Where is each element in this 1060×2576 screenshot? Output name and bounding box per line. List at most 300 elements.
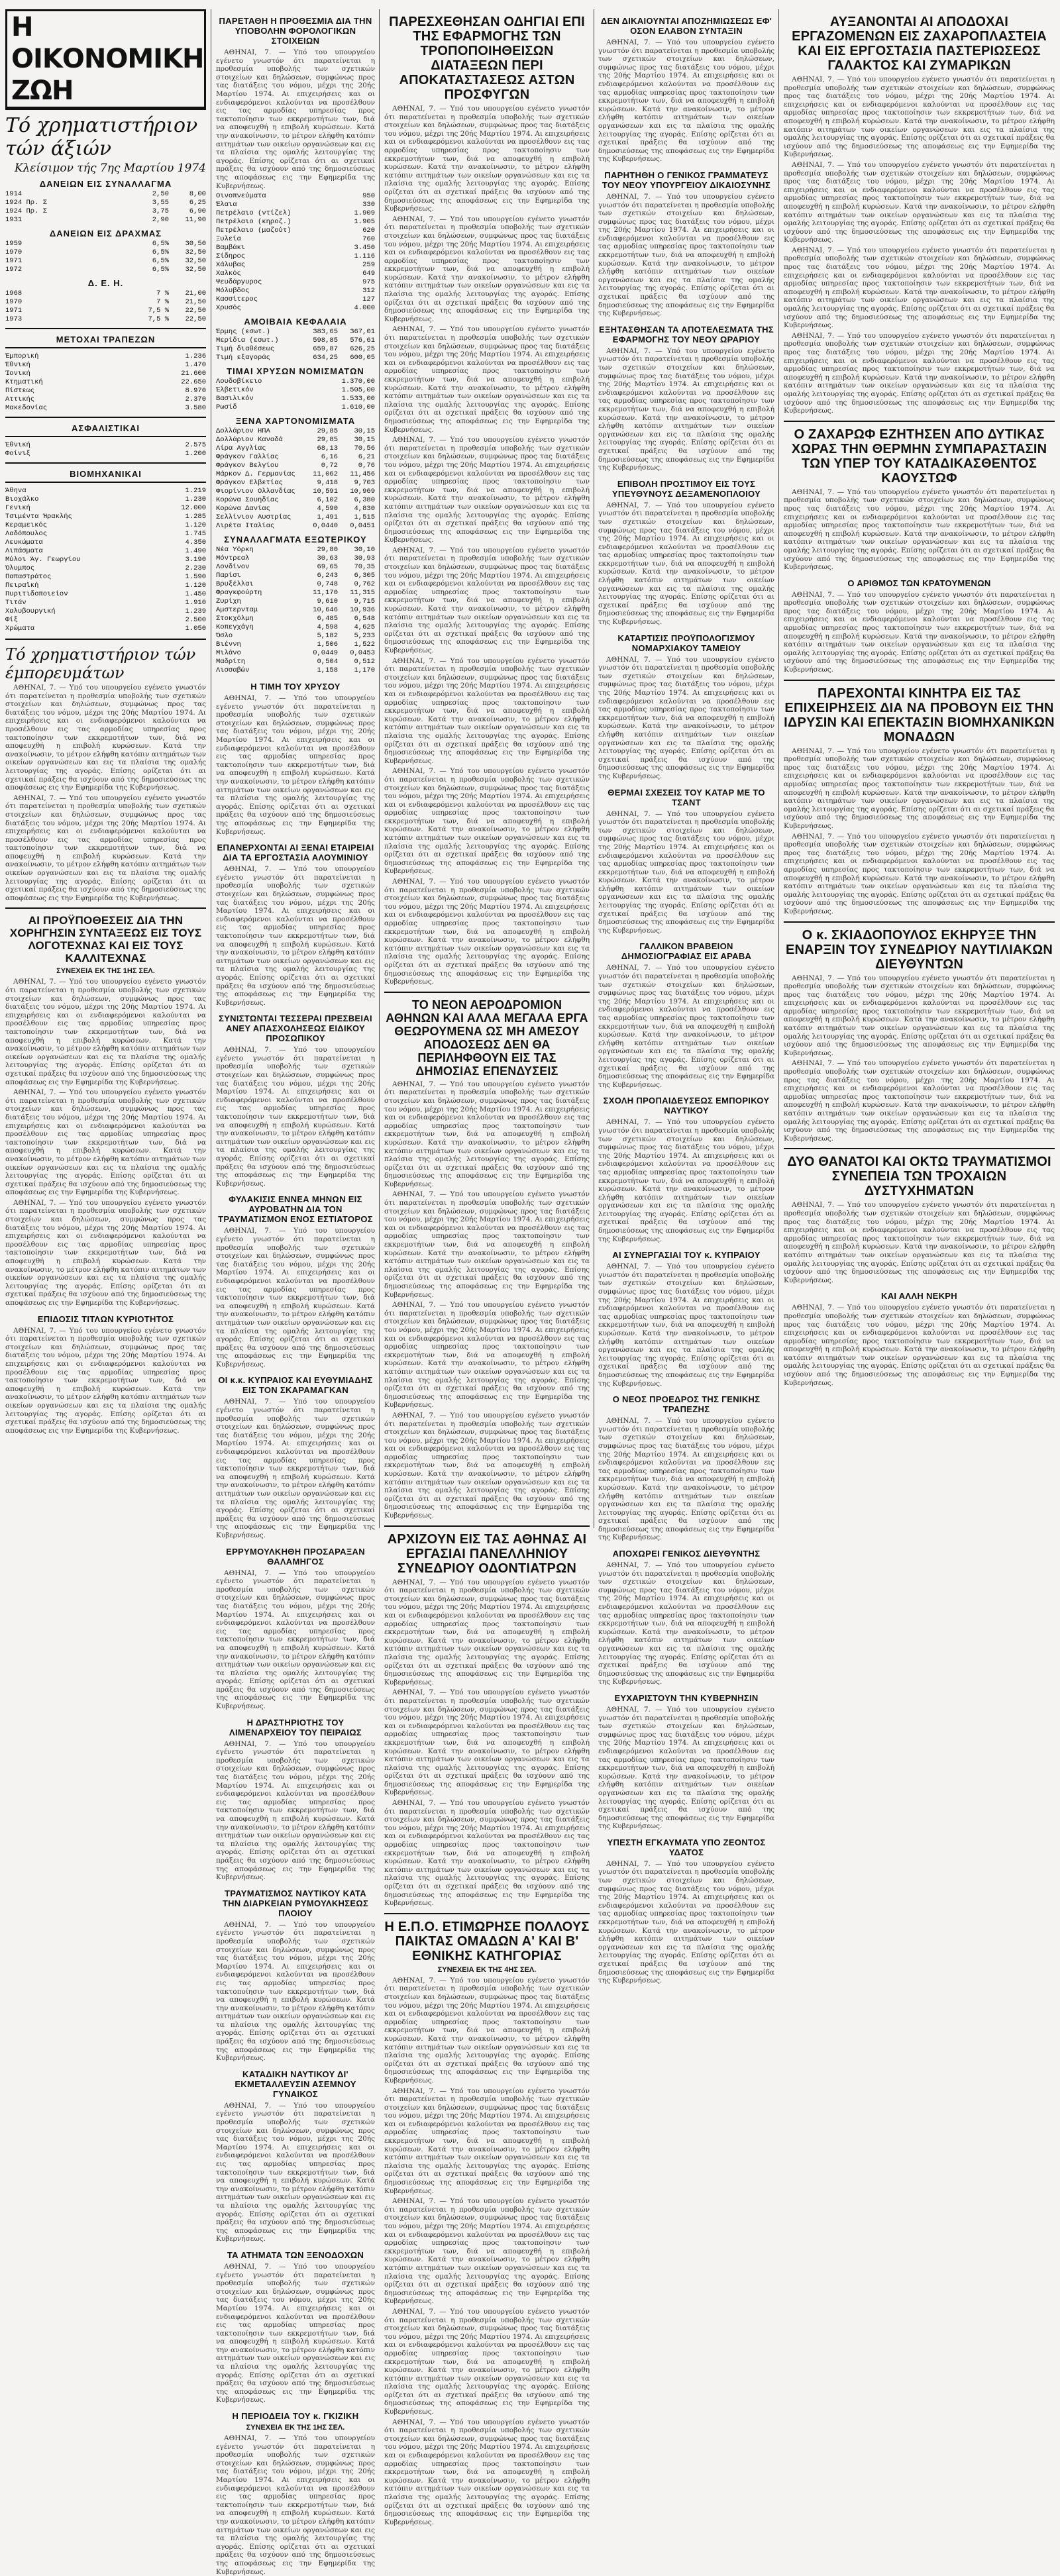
- article-body: ΑΘΗΝΑΙ, 7. — Υπό του υπουργείου εγένετο γνωστόν ότι παρατείνεται η προθεσμία υποβολής των σχετικών στοιχείων και δηλώσεων, συμφώνως προς τας διατάξεις του νόμου, μέχρι της 20ής Μαρτίου 1974. Αι επιχειρήσεις και οι ενδιαφερόμενοι καλούνται να προσέλθουν εις τας αρμοδίας υπηρεσίας προς τακτοποίησιν των εκκρεμοτήτων των, διά να αποφευχθή η επιβολή κυρώσεων. Κατά την ανακοίνωσιν, το μέτρον ελήφθη κατόπιν αιτημάτων των οικείων οργανώσεων και εις τα πλαίσια της ομαλής λειτουργίας της αγοράς. Επίσης ορίζεται ότι αι σχετικαί πράξεις θα ισχύουν από της δημοσιεύσεως της αποφάσεως εις την Εφημερίδα της Κυβερνήσεως.: [216, 1227, 375, 1368]
- row-value-2: 21,50: [185, 298, 206, 306]
- headline-merchant-school: ΣΧΟΛΗ ΠΡΟΠΑΙΔΕΥΣΕΩΣ ΕΜΠΟΡΙΚΟΥ ΝΑΥΤΙΚΟΥ: [603, 1096, 770, 1116]
- row-value: 21.600: [181, 370, 206, 378]
- row-name: 1970: [5, 298, 23, 306]
- headline-dentists: ΑΡΧΙΖΟΥΝ ΕΙΣ ΤΑΣ ΑΘΗΝΑΣ ΑΙ ΕΡΓΑΣΙΑΙ ΠΑΝΕΛΛΗΝΙΟΥ ΣΥΝΕΔΡΙΟΥ ΟΔΟΝΤΙΑΤΡΩΝ: [387, 1531, 587, 1576]
- row-value-2: 22,50: [185, 315, 206, 323]
- row-name: Ψευδάργυρος: [216, 278, 262, 287]
- row-value: 2,90: [152, 216, 169, 224]
- table-row: [216, 522, 375, 531]
- row-value: 10,591: [313, 488, 338, 496]
- row-name: 1970: [5, 248, 23, 256]
- row-value: 1.120: [185, 582, 206, 590]
- article-body: ΑΘΗΝΑΙ, 7. — Υπό του υπουργείου εγένετο γνωστόν ότι παρατείνεται η προθεσμία υποβολής των σχετικών στοιχείων και δηλώσεων, συμφώνως προς τας διατάξεις του νόμου, μέχρι της 20ής Μαρτίου 1974. Αι επιχειρήσεις και οι ενδιαφερόμενοι καλούνται να προσέλθουν εις τας αρμοδίας υπηρεσίας προς τακτοποίησιν των εκκρεμοτήτων των, διά να αποφευχθή η επιβολή κυρώσεων. Κατά την ανακοίνωσιν, το μέτρον ελήφθη κατόπιν αιτημάτων των οικείων οργανώσεων και εις τα πλαίσια της ομαλής λειτουργίας της αγοράς. Επίσης ορίζεται ότι αι σχετικαί πράξεις θα ισχύουν από της δημοσιεύσεως της αποφάσεως εις την Εφημερίδα της Κυβερνήσεως.: [598, 964, 774, 1089]
- row-value: 330: [362, 201, 375, 209]
- row-value-2: 32,50: [185, 266, 206, 274]
- row-name: Πειραϊκή: [5, 582, 39, 590]
- headline-aluminium: ΕΠΑΝΕΡΧΟΝΤΑΙ ΑΙ ΞΕΝΑΙ ΕΤΑΙΡΕΙΑΙ ΔΙΑ ΤΑ ΕΡΓΟΣΤΑΣΙΑ ΑΛΟΥΜΙΝΙΟΥ: [217, 843, 374, 863]
- headline-piraeus-port: Η ΔΡΑΣΤΗΡΙΟΤΗΣ ΤΟΥ ΛΙΜΕΝΑΡΧΕΙΟΥ ΤΟΥ ΠΕΙΡΑΙΩΣ: [229, 1717, 362, 1737]
- row-name: 1914: [5, 190, 23, 198]
- row-value-2: 11,90: [185, 216, 206, 224]
- continued-label: ΣΥΝΕΧΕΙΑ ΕΚ ΤΗΣ 1ΗΣ ΣΕΛ.: [246, 2424, 345, 2432]
- article-body: ΑΘΗΝΑΙ, 7. — Υπό του υπουργείου εγένετο γνωστόν ότι παρατείνεται η προθεσμία υποβολής των σχετικών στοιχείων και δηλώσεων, συμφώνως προς τας διατάξεις του νόμου, μέχρι της 20ής Μαρτίου 1974. Αι επιχειρήσεις και οι ενδιαφερόμενοι καλούνται να προσέλθουν εις τας αρμοδίας υπηρεσίας προς τακτοποίησιν των εκκρεμοτήτων των, διά να αποφευχθή η επιβολή κυρώσεων. Κατά την ανακοίνωσιν, το μέτρον ελήφθη κατόπιν αιτημάτων των οικείων οργανώσεων και εις τα πλαίσια της ομαλής λειτουργίας της αγοράς. Επίσης ορίζεται ότι αι σχετικαί πράξεις θα ισχύουν από της δημοσιεύσεως της αποφάσεως εις την Εφημερίδα της Κυβερνήσεως.: [216, 1920, 375, 2063]
- table-row: [5, 573, 206, 582]
- row-name: Λισσαβών: [216, 666, 250, 675]
- row-value: 2.230: [185, 564, 206, 572]
- row-value: 1.905: [354, 218, 375, 227]
- row-value: 1.219: [185, 487, 206, 495]
- article-body: ΑΘΗΝΑΙ, 7. — Υπό του υπουργείου εγένετο γνωστόν ότι παρατείνεται η προθεσμία υποβολής των σχετικών στοιχείων και δηλώσεων, συμφώνως προς τας διατάξεις του νόμου, μέχρι της 20ής Μαρτίου 1974. Αι επιχειρήσεις και οι ενδιαφερόμενοι καλούνται να προσέλθουν εις τας αρμοδίας υπηρεσίας προς τακτοποίησιν των εκκρεμοτήτων των, διά να αποφευχθή η επιβολή κυρώσεων. Κατά την ανακοίνωσιν, το μέτρον ελήφθη κατόπιν αιτημάτων των οικείων οργανώσεων και εις τα πλαίσια της ομαλής λειτουργίας της αγοράς. Επίσης ορίζεται ότι αι σχετικαί πράξεις θα ισχύουν από της δημοσιεύσεως της αποφάσεως εις την Εφημερίδα της Κυβερνήσεως.: [5, 978, 206, 1086]
- row-name: Κασσίτερος: [216, 295, 258, 304]
- headline-title-deeds: ΕΠΙΔΟΣΙΣ ΤΙΤΛΩΝ ΚΥΡΙΟΤΗΤΟΣ: [37, 1314, 174, 1324]
- row-value: 1.116: [354, 252, 375, 261]
- article-body: ΑΘΗΝΑΙ, 7. — Υπό του υπουργείου εγένετο γνωστόν ότι παρατείνεται η προθεσμία υποβολής των σχετικών στοιχείων και δηλώσεων, συμφώνως προς τας διατάξεις του νόμου, μέχρι της 20ής Μαρτίου 1974. Αι επιχειρήσεις και οι ενδιαφερόμενοι καλούνται να προσέλθουν εις τας αρμοδίας υπηρεσίας προς τακτοποίησιν των εκκρεμοτήτων των, διά να αποφευχθή η επιβολή κυρώσεων. Κατά την ανακοίνωσιν, το μέτρον ελήφθη κατόπιν αιτημάτων των οικείων οργανώσεων και εις τα πλαίσια της ομαλής λειτουργίας της αγοράς. Επίσης ορίζεται ότι αι σχετικαί πράξεις θα ισχύουν από της δημοσιεύσεως της αποφάσεως εις την Εφημερίδα της Κυβερνήσεως.: [216, 865, 375, 1007]
- row-name: Δολλάριον ΗΠΑ: [216, 427, 270, 436]
- row-value: 6,485: [317, 615, 338, 623]
- headline-thanks: ΕΥΧΑΡΙΣΤΟΥΝ ΤΗΝ ΚΥΒΕΡΝΗΣΙΝ: [614, 1692, 759, 1703]
- column-rule: [778, 9, 779, 1528]
- table-row: [216, 658, 375, 666]
- row-value-2: 6,548: [354, 615, 375, 623]
- row-name: Μιλάνο: [216, 649, 241, 658]
- row-value: 0,72: [321, 462, 338, 470]
- row-value-2: 4,830: [354, 505, 375, 513]
- article-body: ΑΘΗΝΑΙ, 7. — Υπό του υπουργείου εγένετο γνωστόν ότι παρατείνεται η προθεσμία υποβολής των σχετικών στοιχείων και δηλώσεων, συμφώνως προς τας διατάξεις του νόμου, μέχρι της 20ής Μαρτίου 1974. Αι επιχειρήσεις και οι ενδιαφερόμενοι καλούνται να προσέλθουν εις τας αρμοδίας υπηρεσίας προς τακτοποίησιν των εκκρεμοτήτων των, διά να αποφευχθή η επιβολή κυρώσεων. Κατά την ανακοίνωσιν, το μέτρον ελήφθη κατόπιν αιτημάτων των οικείων οργανώσεων και εις τα πλαίσια της ομαλής λειτουργίας της αγοράς. Επίσης ορίζεται ότι αι σχετικαί πράξεις θα ισχύουν από της δημοσιεύσεως της αποφάσεως εις την Εφημερίδα της Κυβερνήσεως.: [5, 1198, 206, 1307]
- row-value: 1,491: [317, 513, 338, 522]
- headline-epo: Η Ε.Π.Ο. ΕΤΙΜΩΡΗΣΕ ΠΟΛΛΟΥΣ ΠΑΙΚΤΑΣ ΟΜΑΔΩΝ Α' ΚΑΙ Β' ΕΘΝΙΚΗΣ ΚΑΤΗΓΟΡΙΑΣ: [384, 1919, 590, 1963]
- article-body: ΑΘΗΝΑΙ, 7. — Υπό του υπουργείου εγένετο γνωστόν ότι παρατείνεται η προθεσμία υποβολής των σχετικών στοιχείων και δηλώσεων, συμφώνως προς τας διατάξεις του νόμου, μέχρι της 20ής Μαρτίου 1974. Αι επιχειρήσεις και οι ενδιαφερόμενοι καλούνται να προσέλθουν εις τας αρμοδίας υπηρεσίας προς τακτοποίησιν των εκκρεμοτήτων των, διά να αποφευχθή η επιβολή κυρώσεων. Κατά την ανακοίνωσιν, το μέτρον ελήφθη κατόπιν αιτημάτων των οικείων οργανώσεων και εις τα πλαίσια της ομαλής λειτουργίας της αγοράς. Επίσης ορίζεται ότι αι σχετικαί πράξεις θα ισχύουν από της δημοσιεύσεως της αποφάσεως εις την Εφημερίδα της Κυβερνήσεως.: [384, 656, 590, 765]
- row-value: 11,170: [313, 589, 338, 597]
- row-name: Παρίσι: [216, 572, 241, 580]
- table-row: [5, 450, 206, 458]
- row-value: 5,182: [317, 632, 338, 641]
- article-body: ΑΘΗΝΑΙ, 7. — Υπό του υπουργείου εγένετο γνωστόν ότι παρατείνεται η προθεσμία υποβολής των σχετικών στοιχείων και δηλώσεων, συμφώνως προς τας διατάξεις του νόμου, μέχρι της 20ής Μαρτίου 1974. Αι επιχειρήσεις και οι ενδιαφερόμενοι καλούνται να προσέλθουν εις τας αρμοδίας υπηρεσίας προς τακτοποίησιν των εκκρεμοτήτων των, διά να αποφευχθή η επιβολή κυρώσεων. Κατά την ανακοίνωσιν, το μέτρον ελήφθη κατόπιν αιτημάτων των οικείων οργανώσεων και εις τα πλαίσια της ομαλής λειτουργίας της αγοράς. Επίσης ορίζεται ότι αι σχετικαί πράξεις θα ισχύουν από της δημοσιεύσεως της αποφάσεως εις την Εφημερίδα της Κυβερνήσεως.: [384, 2307, 590, 2416]
- row-value: 1.050: [185, 625, 206, 633]
- row-value: 3.190: [185, 556, 206, 564]
- row-value-2: 6,25: [189, 199, 206, 207]
- table-row: [216, 252, 375, 261]
- loans-table: [5, 190, 206, 225]
- row-name: Πετρέλαιο (μαζούτ): [216, 227, 292, 235]
- row-value-2: 1,522: [354, 641, 375, 649]
- row-value-2: 11,456: [350, 470, 375, 479]
- row-value-2: 1,170: [354, 666, 375, 675]
- row-value: 4.000: [354, 304, 375, 313]
- article-body: ΑΘΗΝΑΙ, 7. — Υπό του υπουργείου εγένετο γνωστόν ότι παρατείνεται η προθεσμία υποβολής των σχετικών στοιχείων και δηλώσεων, συμφώνως προς τας διατάξεις του νόμου, μέχρι της 20ής Μαρτίου 1974. Αι επιχειρήσεις και οι ενδιαφερόμενοι καλούνται να προσέλθουν εις τας αρμοδίας υπηρεσίας προς τακτοποίησιν των εκκρεμοτήτων των, διά να αποφευχθή η επιβολή κυρώσεων. Κατά την ανακοίνωσιν, το μέτρον ελήφθη κατόπιν αιτημάτων των οικείων οργανώσεων και εις τα πλαίσια της ομαλής λειτουργίας της αγοράς. Επίσης ορίζεται ότι αι σχετικαί πράξεις θα ισχύουν από της δημοσιεύσεως της αποφάσεως εις την Εφημερίδα της Κυβερνήσεως.: [598, 809, 774, 935]
- row-name: 1968: [5, 289, 23, 297]
- row-name: Έλβετικόν: [216, 386, 254, 395]
- table-title: ΒΙΟΜΗΧΑΝΙΚΑΙ: [70, 469, 142, 479]
- row-name: Χρώματα: [5, 625, 35, 633]
- article-body: ΑΘΗΝΑΙ, 7. — Υπό του υπουργείου εγένετο γνωστόν ότι παρατείνεται η προθεσμία υποβολής των σχετικών στοιχείων και δηλώσεων, συμφώνως προς τας διατάξεις του νόμου, μέχρι της 20ής Μαρτίου 1974. Αι επιχειρήσεις και οι ενδιαφερόμενοι καλούνται να προσέλθουν εις τας αρμοδίας υπηρεσίας προς τακτοποίησιν των εκκρεμοτήτων των, διά να αποφευχθή η επιβολή κυρώσεων. Κατά την ανακοίνωσιν, το μέτρον ελήφθη κατόπιν αιτημάτων των οικείων οργανώσεων και εις τα πλαίσια της ομαλής λειτουργίας της αγοράς. Επίσης ορίζεται ότι αι σχετικαί πράξεις θα ισχύουν από της δημοσιεύσεως της αποφάσεως εις την Εφημερίδα της Κυβερνήσεως.: [384, 1688, 590, 1797]
- row-value-2: 30,15: [354, 436, 375, 444]
- table-row: [216, 395, 375, 403]
- row-value: 4,590: [317, 505, 338, 513]
- row-value: 11,062: [313, 470, 338, 479]
- article-body: ΑΘΗΝΑΙ, 7. — Υπό του υπουργείου εγένετο γνωστόν ότι παρατείνεται η προθεσμία υποβολής των σχετικών στοιχείων και δηλώσεων, συμφώνως προς τας διατάξεις του νόμου, μέχρι της 20ής Μαρτίου 1974. Αι επιχειρήσεις και οι ενδιαφερόμενοι καλούνται να προσέλθουν εις τας αρμοδίας υπηρεσίας προς τακτοποίησιν των εκκρεμοτήτων των, διά να αποφευχθή η επιβολή κυρώσεων. Κατά την ανακοίνωσιν, το μέτρον ελήφθη κατόπιν αιτημάτων των οικείων οργανώσεων και εις τα πλαίσια της ομαλής λειτουργίας της αγοράς. Επίσης ορίζεται ότι αι σχετικαί πράξεις θα ισχύουν από της δημοσιεύσεως της αποφάσεως εις την Εφημερίδα της Κυβερνήσεως.: [598, 1417, 774, 1542]
- table-row: [216, 563, 375, 572]
- row-name: Άθηνα: [5, 487, 26, 495]
- row-value: 4.350: [185, 539, 206, 546]
- table-row: [216, 641, 375, 649]
- article-body: ΑΘΗΝΑΙ, 7. — Υπό του υπουργείου εγένετο γνωστόν ότι παρατείνεται η προθεσμία υποβολής των σχετικών στοιχείων και δηλώσεων, συμφώνως προς τας διατάξεις του νόμου, μέχρι της 20ής Μαρτίου 1974. Αι επιχειρήσεις και οι ενδιαφερόμενοι καλούνται να προσέλθουν εις τας αρμοδίας υπηρεσίας προς τακτοποίησιν των εκκρεμοτήτων των, διά να αποφευχθή η επιβολή κυρώσεων. Κατά την ανακοίνωσιν, το μέτρον ελήφθη κατόπιν αιτημάτων των οικείων οργανώσεων και εις τα πλαίσια της ομαλής λειτουργίας της αγοράς. Επίσης ορίζεται ότι αι σχετικαί πράξεις θα ισχύουν από της δημοσιεύσεως της αποφάσεως εις την Εφημερίδα της Κυβερνήσεως.: [598, 346, 774, 472]
- row-name: Νέα Υόρκη: [216, 546, 254, 554]
- article-body: ΑΘΗΝΑΙ, 7. — Υπό του υπουργείου εγένετο γνωστόν ότι παρατείνεται η προθεσμία υποβολής των σχετικών στοιχείων και δηλώσεων, συμφώνως προς τας διατάξεις του νόμου, μέχρι της 20ής Μαρτίου 1974. Αι επιχειρήσεις και οι ενδιαφερόμενοι καλούνται να προσέλθουν εις τας αρμοδίας υπηρεσίας προς τακτοποίησιν των εκκρεμοτήτων των, διά να αποφευχθή η επιβολή κυρώσεων. Κατά την ανακοίνωσιν, το μέτρον ελήφθη κατόπιν αιτημάτων των οικείων οργανώσεων και εις τα πλαίσια της ομαλής λειτουργίας της αγοράς. Επίσης ορίζεται ότι αι σχετικαί πράξεις θα ισχύουν από της δημοσιεύσεως της αποφάσεως εις την Εφημερίδα της Κυβερνήσεως.: [384, 436, 590, 544]
- row-value: 2.370: [185, 395, 206, 403]
- table-row: [216, 615, 375, 623]
- table-row: [216, 623, 375, 632]
- headline-tax-deadline: ΠΑΡΕΤΑΘΗ Η ΠΡΟΘΕΣΜΙΑ ΔΙΑ ΤΗΝ ΥΠΟΒΟΛΗΝ ΦΟΡΟΛΟΓΙΚΩΝ ΣΤΟΙΧΕΙΩΝ: [219, 16, 372, 46]
- table-row: [216, 470, 375, 479]
- row-value-2: 10,969: [350, 488, 375, 496]
- article-body: ΑΘΗΝΑΙ, 7. — Υπό του υπουργείου εγένετο γνωστόν ότι παρατείνεται η προθεσμία υποβολής των σχετικών στοιχείων και δηλώσεων, συμφώνως προς τας διατάξεις του νόμου, μέχρι της 20ής Μαρτίου 1974. Αι επιχειρήσεις και οι ενδιαφερόμενοι καλούνται να προσέλθουν εις τας αρμοδίας υπηρεσίας προς τακτοποίησιν των εκκρεμοτήτων των, διά να αποφευχθή η επιβολή κυρώσεων. Κατά την ανακοίνωσιν, το μέτρον ελήφθη κατόπιν αιτημάτων των οικείων οργανώσεων και εις τα πλαίσια της ομαλής λειτουργίας της αγοράς. Επίσης ορίζεται ότι αι σχετικαί πράξεις θα ισχύουν από της δημοσιεύσεως της αποφάσεως εις την Εφημερίδα της Κυβερνήσεως.: [384, 2087, 590, 2195]
- row-name: Βιοχάλκο: [5, 495, 39, 503]
- row-value-2: 30,10: [354, 546, 375, 554]
- row-value: 4,598: [317, 623, 338, 632]
- row-name: Μερίδια (εσωτ.): [216, 336, 279, 345]
- row-name: Λονδίνον: [216, 563, 250, 572]
- headline-incentives: ΠΑΡΕΧΟΝΤΑΙ ΚΙΝΗΤΡΑ ΕΙΣ ΤΑΣ ΕΠΙΧΕΙΡΗΣΕΙΣ ΔΙΑ ΝΑ ΠΡΟΒΟΥΝ ΕΙΣ ΤΗΝ ΙΔΡΥΣΙΝ ΚΑΙ ΕΠΕΚΤΑΣΙΝ ΒΙΟΜΗΧΑΝΙΚΩΝ ΜΟΝΑΔΩΝ: [784, 686, 1055, 745]
- row-name: Βρυξέλλαι: [216, 580, 254, 589]
- row-value-2: 576,61: [350, 336, 375, 345]
- row-value: 0,748: [317, 580, 338, 589]
- row-value-2: 600,05: [350, 354, 375, 362]
- row-value-2: 32,50: [185, 248, 206, 256]
- headline-wages: ΑΥΞΑΝΟΝΤΑΙ ΑΙ ΑΠΟΔΟΧΑΙ ΕΡΓΑΖΟΜΕΝΩΝ ΕΙΣ ΖΑΧΑΡΟΠΛΑΣΤΕΙΑ ΚΑΙ ΕΙΣ ΕΡΓΟΣΤΑΣΙΑ ΠΑΣΤΕΡΙΩΣΕΩΣ ΓΑΛΑΚΤΟΣ ΚΑΙ ΖΥΜΑΡΙΚΩΝ: [792, 15, 1047, 73]
- article-body: ΑΘΗΝΑΙ, 7. — Υπό του υπουργείου εγένετο γνωστόν ότι παρατείνεται η προθεσμία υποβολής των σχετικών στοιχείων και δηλώσεων, συμφώνως προς τας διατάξεις του νόμου, μέχρι της 20ής Μαρτίου 1974. Αι επιχειρήσεις και οι ενδιαφερόμενοι καλούνται να προσέλθουν εις τας αρμοδίας υπηρεσίας προς τακτοποίησιν των εκκρεμοτήτων των, διά να αποφευχθή η επιβολή κυρώσεων. Κατά την ανακοίνωσιν, το μέτρον ελήφθη κατόπιν αιτημάτων των οικείων οργανώσεων και εις τα πλαίσια της ομαλής λειτουργίας της αγοράς. Επίσης ορίζεται ότι αι σχετικαί πράξεις θα ισχύουν από της δημοσιεύσεως της αποφάσεως εις την Εφημερίδα της Κυβερνήσεως.: [216, 2262, 375, 2404]
- headline-sakharov: Ο ΖΑΧΑΡΩΦ ΕΖΗΤΗΣΕΝ ΑΠΟ ΔΥΤΙΚΑΣ ΧΩΡΑΣ ΤΗΝ ΘΕΡΜΗΝ ΣΥΜΠΑΡΑΣΤΑΣΙΝ ΤΩΝ ΥΠΕΡ ΤΟΥ ΚΑΤΑΔΙΚΑΣΘΕΝΤΟΣ ΚΑΟΥΣΤΩΦ: [791, 427, 1047, 486]
- row-name: Έλαια: [216, 201, 237, 209]
- article-body: ΑΘΗΝΑΙ, 7. — Υπό του υπουργείου εγένετο γνωστόν ότι παρατείνεται η προθεσμία υποβολής των σχετικών στοιχείων και δηλώσεων, συμφώνως προς τας διατάξεις του νόμου, μέχρι της 20ής Μαρτίου 1974. Αι επιχειρήσεις και οι ενδιαφερόμενοι καλούνται να προσέλθουν εις τας αρμοδίας υπηρεσίας προς τακτοποίησιν των εκκρεμοτήτων των, διά να αποφευχθή η επιβολή κυρώσεων. Κατά την ανακοίνωσιν, το μέτρον ελήφθη κατόπιν αιτημάτων των οικείων οργανώσεων και εις τα πλαίσια της ομαλής λειτουργίας της αγοράς. Επίσης ορίζεται ότι αι σχετικαί πράξεις θα ισχύουν από της δημοσιεύσεως της αποφάσεως εις την Εφημερίδα της Κυβερνήσεως.: [598, 192, 774, 318]
- row-name: Οινοπνεύματα: [216, 192, 266, 201]
- table-row: [216, 295, 375, 304]
- row-value: 22.650: [181, 378, 206, 386]
- row-value: 3.580: [185, 404, 206, 412]
- table-row: [5, 216, 206, 225]
- article-body: ΑΘΗΝΑΙ, 7. — Υπό του υπουργείου εγένετο γνωστόν ότι παρατείνεται η προθεσμία υποβολής των σχετικών στοιχείων και δηλώσεων, συμφώνως προς τας διατάξεις του νόμου, μέχρι της 20ής Μαρτίου 1974. Αι επιχειρήσεις και οι ενδιαφερόμενοι καλούνται να προσέλθουν εις τας αρμοδίας υπηρεσίας προς τακτοποίησιν των εκκρεμοτήτων των, διά να αποφευχθή η επιβολή κυρώσεων. Κατά την ανακοίνωσιν, το μέτρον ελήφθη κατόπιν αιτημάτων των οικείων οργανώσεων και εις τα πλαίσια της ομαλής λειτουργίας της αγοράς. Επίσης ορίζεται ότι αι σχετικαί πράξεις θα ισχύουν από της δημοσιεύσεως της αποφάσεως εις την Εφημερίδα της Κυβερνήσεως.: [598, 501, 774, 627]
- table-row: [216, 479, 375, 488]
- row-name: Μόντρεαλ: [216, 554, 250, 563]
- headline-director-retires: ΑΠΟΧΩΡΕΙ ΓΕΝΙΚΟΣ ΔΙΕΥΘΥΝΤΗΣ: [612, 1549, 761, 1559]
- row-name: Μύλοι Άγ. Γεωργίου: [5, 556, 81, 564]
- row-name: Φράγκον Ελβετίας: [216, 479, 283, 488]
- row-value: 312: [362, 287, 375, 295]
- gold-coins-table: [216, 378, 375, 412]
- row-value-2: 70,35: [354, 563, 375, 572]
- row-value: 127: [362, 295, 375, 304]
- row-value: 1.230: [185, 495, 206, 503]
- row-value: 30,63: [317, 554, 338, 563]
- row-value: 1,506: [317, 641, 338, 649]
- row-name: 1971: [5, 257, 23, 265]
- table-row: [5, 504, 206, 513]
- headline-tanker-fine: ΕΠΙΒΟΛΗ ΠΡΟΣΤΙΜΟΥ ΕΙΣ ΤΟΥΣ ΥΠΕΥΘΥΝΟΥΣ ΔΕΞΑΜΕΝΟΠΛΟΙΟΥ: [611, 478, 761, 499]
- continued-label: ΣΥΝΕΧΕΙΑ ΕΚ ΤΗΣ 4ΗΣ ΣΕΛ.: [437, 1965, 537, 1974]
- headline-pension-artists: ΑΙ ΠΡΟΫΠΟΘΕΣΕΙΣ ΔΙΑ ΤΗΝ ΧΟΡΗΓΗΣΙΝ ΣΥΝΤΑΞΕΩΣ ΕΙΣ ΤΟΥΣ ΛΟΓΟΤΕΧΝΑΣ ΚΑΙ ΕΙΣ ΤΟΥΣ ΚΑΛΛΙΤΕΧΝΑΣ: [9, 914, 202, 965]
- headline-sailor-conviction: ΚΑΤΑΔΙΚΗ ΝΑΥΤΙΚΟΥ ΔΙ' ΕΚΜΕΤΑΛΛΕΥΣΙΝ ΑΣΕΜΝΟΥ ΓΥΝΑΙΚΟΣ: [235, 2069, 356, 2099]
- table-row: [5, 582, 206, 590]
- table-row: [216, 209, 375, 218]
- table-title: ΑΣΦΑΛΙΣΤΙΚΑΙ: [72, 423, 140, 433]
- headline-journalism-prize: ΓΑΛΛΙΚΟΝ ΒΡΑΒΕΙΟΝ ΔΗΜΟΣΙΟΓΡΑΦΙΑΣ ΕΙΣ ΑΡΑΒΑ: [621, 941, 752, 962]
- article-body: ΑΘΗΝΑΙ, 7. — Υπό του υπουργείου εγένετο γνωστόν ότι παρατείνεται η προθεσμία υποβολής των σχετικών στοιχείων και δηλώσεων, συμφώνως προς τας διατάξεις του νόμου, μέχρι της 20ής Μαρτίου 1974. Αι επιχειρήσεις και οι ενδιαφερόμενοι καλούνται να προσέλθουν εις τας αρμοδίας υπηρεσίας προς τακτοποίησιν των εκκρεμοτήτων των, διά να αποφευχθή η επιβολή κυρώσεων. Κατά την ανακοίνωσιν, το μέτρον ελήφθη κατόπιν αιτημάτων των οικείων οργανώσεων και εις τα πλαίσια της ομαλής λειτουργίας της αγοράς. Επίσης ορίζεται ότι αι σχετικαί πράξεις θα ισχύουν από της δημοσιεύσεως της αποφάσεως εις την Εφημερίδα της Κυβερνήσεως.: [384, 546, 590, 654]
- row-value-2: 6,21: [358, 453, 375, 462]
- row-name: Ρωσίδ: [216, 403, 237, 412]
- row-value-2: 70,56: [354, 444, 375, 453]
- row-value: 1.470: [185, 361, 206, 369]
- row-value: 1.285: [185, 513, 206, 521]
- row-name: Έμπορική: [5, 352, 39, 360]
- article-body: ΑΘΗΝΑΙ, 7. — Υπό του υπουργείου εγένετο γνωστόν ότι παρατείνεται η προθεσμία υποβολής των σχετικών στοιχείων και δηλώσεων, συμφώνως προς τας διατάξεις του νόμου, μέχρι της 20ής Μαρτίου 1974. Αι επιχειρήσεις και οι ενδιαφερόμενοι καλούνται να προσέλθουν εις τας αρμοδίας υπηρεσίας προς τακτοποίησιν των εκκρεμοτήτων των, διά να αποφευχθή η επιβολή κυρώσεων. Κατά την ανακοίνωσιν, το μέτρον ελήφθη κατόπιν αιτημάτων των οικείων οργανώσεων και εις τα πλαίσια της ομαλής λειτουργίας της αγοράς. Επίσης ορίζεται ότι αι σχετικαί πράξεις θα ισχύουν από της δημοσιεύσεως της αποφάσεως εις την Εφημερίδα της Κυβερνήσεως.: [784, 1304, 1055, 1387]
- row-name: Ζυρίχη: [216, 597, 241, 606]
- row-value: 12.000: [181, 504, 206, 512]
- stock-exchange-title: Τό χρηματιστήριον τών άξιών: [5, 114, 198, 160]
- row-value: 1.910: [185, 599, 206, 607]
- article-body: ΑΘΗΝΑΙ, 7. — Υπό του υπουργείου εγένετο γνωστόν ότι παρατείνεται η προθεσμία υποβολής των σχετικών στοιχείων και δηλώσεων, συμφώνως προς τας διατάξεις του νόμου, μέχρι της 20ής Μαρτίου 1974. Αι επιχειρήσεις και οι ενδιαφερόμενοι καλούνται να προσέλθουν εις τας αρμοδίας υπηρεσίας προς τακτοποίησιν των εκκρεμοτήτων των, διά να αποφευχθή η επιβολή κυρώσεων. Κατά την ανακοίνωσιν, το μέτρον ελήφθη κατόπιν αιτημάτων των οικείων οργανώσεων και εις τα πλαίσια της ομαλής λειτουργίας της αγοράς. Επίσης ορίζεται ότι αι σχετικαί πράξεις θα ισχύουν από της δημοσιεύσεως της αποφάσεως εις την Εφημερίδα της Κυβερνήσεως.: [384, 1578, 590, 1686]
- row-value-2: 11,315: [350, 589, 375, 597]
- row-value: 7,5 %: [148, 307, 169, 315]
- row-name: Χαλυβουργική: [5, 607, 56, 615]
- row-value: 7,5 %: [148, 315, 169, 323]
- row-name: Κτηματική: [5, 378, 43, 386]
- foreign-exchange-table: [216, 546, 375, 675]
- column-stock-exchange: [5, 9, 206, 1529]
- table-title: Δ. Ε. Η.: [87, 278, 124, 288]
- table-row: [216, 462, 375, 470]
- row-value-2: 6,305: [354, 572, 375, 580]
- row-name: 1924 Πρ. Σ: [5, 207, 48, 215]
- table-row: [216, 227, 375, 235]
- table-row: [216, 328, 375, 336]
- column-rule: [379, 9, 380, 1528]
- table-row: [216, 632, 375, 641]
- row-name: 1973: [5, 315, 23, 323]
- table-row: [216, 436, 375, 444]
- row-name: Χάλυβας: [216, 261, 246, 270]
- table-row: [5, 556, 206, 564]
- article-body: ΑΘΗΝΑΙ, 7. — Υπό του υπουργείου εγένετο γνωστόν ότι παρατείνεται η προθεσμία υποβολής των σχετικών στοιχείων και δηλώσεων, συμφώνως προς τας διατάξεις του νόμου, μέχρι της 20ής Μαρτίου 1974. Αι επιχειρήσεις και οι ενδιαφερόμενοι καλούνται να προσέλθουν εις τας αρμοδίας υπηρεσίας προς τακτοποίησιν των εκκρεμοτήτων των, διά να αποφευχθή η επιβολή κυρώσεων. Κατά την ανακοίνωσιν, το μέτρον ελήφθη κατόπιν αιτημάτων των οικείων οργανώσεων και εις τα πλαίσια της ομαλής λειτουργίας της αγοράς. Επίσης ορίζεται ότι αι σχετικαί πράξεις θα ισχύουν από της δημοσιεύσεως της αποφάσεως εις την Εφημερίδα της Κυβερνήσεως.: [384, 105, 590, 213]
- mutual-funds-table: [216, 328, 375, 362]
- article-body: ΑΘΗΝΑΙ, 7. — Υπό του υπουργείου εγένετο γνωστόν ότι παρατείνεται η προθεσμία υποβολής των σχετικών στοιχείων και δηλώσεων, συμφώνως προς τας διατάξεις του νόμου, μέχρι της 20ής Μαρτίου 1974. Αι επιχειρήσεις και οι ενδιαφερόμενοι καλούνται να προσέλθουν εις τας αρμοδίας υπηρεσίας προς τακτοποίησιν των εκκρεμοτήτων των, διά να αποφευχθή η επιβολή κυρώσεων. Κατά την ανακοίνωσιν, το μέτρον ελήφθη κατόπιν αιτημάτων των οικείων οργανώσεων και εις τα πλαίσια της ομαλής λειτουργίας της αγοράς. Επίσης ορίζεται ότι αι σχετικαί πράξεις θα ισχύουν από της δημοσιεύσεως της αποφάσεως εις την Εφημερίδα της Κυβερνήσεως.: [384, 1976, 590, 2085]
- headline-budget: ΚΑΤΑΡΤΙΣΙΣ ΠΡΟΫΠΟΛΟΓΙΣΜΟΥ ΝΟΜΑΡΧΙΑΚΟΥ ΤΑΜΕΙΟΥ: [617, 633, 755, 653]
- article-body: ΑΘΗΝΑΙ, 7. — Υπό του υπουργείου εγένετο γνωστόν ότι παρατείνεται η προθεσμία υποβολής των σχετικών στοιχείων και δηλώσεων, συμφώνως προς τας διατάξεις του νόμου, μέχρι της 20ής Μαρτίου 1974. Αι επιχειρήσεις και οι ενδιαφερόμενοι καλούνται να προσέλθουν εις τας αρμοδίας υπηρεσίας προς τακτοποίησιν των εκκρεμοτήτων των, διά να αποφευχθή η επιβολή κυρώσεων. Κατά την ανακοίνωσιν, το μέτρον ελήφθη κατόπιν αιτημάτων των οικείων οργανώσεων και εις τα πλαίσια της ομαλής λειτουργίας της αγοράς. Επίσης ορίζεται ότι αι σχετικαί πράξεις θα ισχύουν από της δημοσιεύσεως της αποφάσεως εις την Εφημερίδα της Κυβερνήσεως.: [784, 1059, 1055, 1143]
- column-5: [784, 9, 1055, 1529]
- headline-imprisonment: ΦΥΛΑΚΙΣΙΣ ΕΝΝΕΑ ΜΗΝΩΝ ΕΙΣ ΑΥΡΟΒΑΤΗΝ ΔΙΑ ΤΟΝ ΤΡΑΥΜΑΤΙΣΜΟΝ ΕΝΟΣ ΕΣΤΙΑΤΟΡΟΣ: [218, 1194, 373, 1225]
- row-value-2: 4,625: [354, 623, 375, 632]
- article-body: ΑΘΗΝΑΙ, 7. — Υπό του υπουργείου εγένετο γνωστόν ότι παρατείνεται η προθεσμία υποβολής των σχετικών στοιχείων και δηλώσεων, συμφώνως προς τας διατάξεις του νόμου, μέχρι της 20ής Μαρτίου 1974. Αι επιχειρήσεις και οι ενδιαφερόμενοι καλούνται να προσέλθουν εις τας αρμοδίας υπηρεσίας προς τακτοποίησιν των εκκρεμοτήτων των, διά να αποφευχθή η επιβολή κυρώσεων. Κατά την ανακοίνωσιν, το μέτρον ελήφθη κατόπιν αιτημάτων των οικείων οργανώσεων και εις τα πλαίσια της ομαλής λειτουργίας της αγοράς. Επίσης ορίζεται ότι αι σχετικαί πράξεις θα ισχύουν από της δημοσιεύσεως της αποφάσεως εις την Εφημερίδα της Κυβερνήσεως.: [216, 2434, 375, 2576]
- headline-compensation: ΔΕΝ ΔΙΚΑΙΟΥΝΤΑΙ ΑΠΟΖΗΜΙΩΣΕΩΣ ΕΦ' ΟΣΟΝ ΕΛΑΒΟΝ ΣΥΝΤΑΞΙΝ: [600, 16, 772, 36]
- article-body: ΑΘΗΝΑΙ, 7. — Υπό του υπουργείου εγένετο γνωστόν ότι παρατείνεται η προθεσμία υποβολής των σχετικών στοιχείων και δηλώσεων, συμφώνως προς τας διατάξεις του νόμου, μέχρι της 20ής Μαρτίου 1974. Αι επιχειρήσεις και οι ενδιαφερόμενοι καλούνται να προσέλθουν εις τας αρμοδίας υπηρεσίας προς τακτοποίησιν των εκκρεμοτήτων των, διά να αποφευχθή η επιβολή κυρώσεων. Κατά την ανακοίνωσιν, το μέτρον ελήφθη κατόπιν αιτημάτων των οικείων οργανώσεων και εις τα πλαίσια της ομαλής λειτουργίας της αγοράς. Επίσης ορίζεται ότι αι σχετικαί πράξεις θα ισχύουν από της δημοσιεύσεως της αποφάσεως εις την Εφημερίδα της Κυβερνήσεως.: [384, 767, 590, 876]
- table-row: [216, 336, 375, 345]
- row-value: 68,13: [317, 444, 338, 453]
- article-body: ΑΘΗΝΑΙ, 7. — Υπό του υπουργείου εγένετο γνωστόν ότι παρατείνεται η προθεσμία υποβολής των σχετικών στοιχείων και δηλώσεων, συμφώνως προς τας διατάξεις του νόμου, μέχρι της 20ής Μαρτίου 1974. Αι επιχειρήσεις και οι ενδιαφερόμενοι καλούνται να προσέλθουν εις τας αρμοδίας υπηρεσίας προς τακτοποίησιν των εκκρεμοτήτων των, διά να αποφευχθή η επιβολή κυρώσεων. Κατά την ανακοίνωσιν, το μέτρον ελήφθη κατόπιν αιτημάτων των οικείων οργανώσεων και εις τα πλαίσια της ομαλής λειτουργίας της αγοράς. Επίσης ορίζεται ότι αι σχετικαί πράξεις θα ισχύουν από της δημοσιεύσεως της αποφάσεως εις την Εφημερίδα της Κυβερνήσεως.: [598, 1859, 774, 1985]
- table-row: [5, 266, 206, 274]
- row-name: Φιορίνιον Ολλανδίας: [216, 488, 295, 496]
- row-name: Μόλυβδος: [216, 287, 250, 295]
- row-value-2: 0,76: [358, 462, 375, 470]
- row-value-2: 8,00: [189, 190, 206, 198]
- row-value: 2,50: [152, 190, 169, 198]
- row-value: 9,610: [317, 597, 338, 606]
- row-value: 1.236: [185, 352, 206, 360]
- table-row: [5, 307, 206, 315]
- row-name: Μάρκον Δ. Γερμανίας: [216, 470, 295, 479]
- column-2: [216, 9, 375, 2576]
- article-body: ΑΘΗΝΑΙ, 7. — Υπό του υπουργείου εγένετο γνωστόν ότι παρατείνεται η προθεσμία υποβολής των σχετικών στοιχείων και δηλώσεων, συμφώνως προς τας διατάξεις του νόμου, μέχρι της 20ής Μαρτίου 1974. Αι επιχειρήσεις και οι ενδιαφερόμενοι καλούνται να προσέλθουν εις τας αρμοδίας υπηρεσίας προς τακτοποίησιν των εκκρεμοτήτων των, διά να αποφευχθή η επιβολή κυρώσεων. Κατά την ανακοίνωσιν, το μέτρον ελήφθη κατόπιν αιτημάτων των οικείων οργανώσεων και εις τα πλαίσια της ομαλής λειτουργίας της αγοράς. Επίσης ορίζεται ότι αι σχετικαί πράξεις θα ισχύουν από της δημοσιεύσεως της αποφάσεως εις την Εφημερίδα της Κυβερνήσεως.: [598, 655, 774, 780]
- article-body: ΑΘΗΝΑΙ, 7. — Υπό του υπουργείου εγένετο γνωστόν ότι παρατείνεται η προθεσμία υποβολής των σχετικών στοιχείων και δηλώσεων, συμφώνως προς τας διατάξεις του νόμου, μέχρι της 20ής Μαρτίου 1974. Αι επιχειρήσεις και οι ενδιαφερόμενοι καλούνται να προσέλθουν εις τας αρμοδίας υπηρεσίας προς τακτοποίησιν των εκκρεμοτήτων των, διά να αποφευχθή η επιβολή κυρώσεων. Κατά την ανακοίνωσιν, το μέτρον ελήφθη κατόπιν αιτημάτων των οικείων οργανώσεων και εις τα πλαίσια της ομαλής λειτουργίας της αγοράς. Επίσης ορίζεται ότι αι σχετικαί πράξεις θα ισχύουν από της δημοσιεύσεως της αποφάσεως εις την Εφημερίδα της Κυβερνήσεως.: [5, 684, 206, 792]
- row-name: 1971: [5, 307, 23, 315]
- table-row: [5, 404, 206, 413]
- table-row: [216, 378, 375, 386]
- table-row: [216, 666, 375, 675]
- row-value: 29,85: [317, 427, 338, 436]
- row-name: Πετρέλαιο (κηροζ.): [216, 218, 292, 227]
- row-value: 10,646: [313, 606, 338, 615]
- row-value-2: 9,703: [354, 479, 375, 488]
- row-name: Σίδηρος: [216, 252, 246, 261]
- row-name: Δολλάριον Καναδά: [216, 436, 283, 444]
- table-row: [216, 270, 375, 278]
- row-name: Σελλίνιον Αυστρίας: [216, 513, 292, 522]
- row-name: Φίξ: [5, 616, 18, 624]
- row-value-2: 21,00: [185, 289, 206, 297]
- article-body: ΑΘΗΝΑΙ, 7. — Υπό του υπουργείου εγένετο γνωστόν ότι παρατείνεται η προθεσμία υποβολής των σχετικών στοιχείων και δηλώσεων, συμφώνως προς τας διατάξεις του νόμου, μέχρι της 20ής Μαρτίου 1974. Αι επιχειρήσεις και οι ενδιαφερόμενοι καλούνται να προσέλθουν εις τας αρμοδίας υπηρεσίας προς τακτοποίησιν των εκκρεμοτήτων των, διά να αποφευχθή η επιβολή κυρώσεων. Κατά την ανακοίνωσιν, το μέτρον ελήφθη κατόπιν αιτημάτων των οικείων οργανώσεων και εις τα πλαίσια της ομαλής λειτουργίας της αγοράς. Επίσης ορίζεται ότι αι σχετικαί πράξεις θα ισχύουν από της δημοσιεύσεως της αποφάσεως εις την Εφημερίδα της Κυβερνήσεως.: [784, 747, 1055, 830]
- article-body: ΑΘΗΝΑΙ, 7. — Υπό του υπουργείου εγένετο γνωστόν ότι παρατείνεται η προθεσμία υποβολής των σχετικών στοιχείων και δηλώσεων, συμφώνως προς τας διατάξεις του νόμου, μέχρι της 20ής Μαρτίου 1974. Αι επιχειρήσεις και οι ενδιαφερόμενοι καλούνται να προσέλθουν εις τας αρμοδίας υπηρεσίας προς τακτοποίησιν των εκκρεμοτήτων των, διά να αποφευχθή η επιβολή κυρώσεων. Κατά την ανακοίνωσιν, το μέτρον ελήφθη κατόπιν αιτημάτων των οικείων οργανώσεων και εις τα πλαίσια της ομαλής λειτουργίας της αγοράς. Επίσης ορίζεται ότι αι σχετικαί πράξεις θα ισχύουν από της δημοσιεύσεως της αποφάσεως εις την Εφημερίδα της Κυβερνήσεως.: [384, 2418, 590, 2526]
- article-body: ΑΘΗΝΑΙ, 7. — Υπό του υπουργείου εγένετο γνωστόν ότι παρατείνεται η προθεσμία υποβολής των σχετικών στοιχείων και δηλώσεων, συμφώνως προς τας διατάξεις του νόμου, μέχρι της 20ής Μαρτίου 1974. Αι επιχειρήσεις και οι ενδιαφερόμενοι καλούνται να προσέλθουν εις τας αρμοδίας υπηρεσίας προς τακτοποίησιν των εκκρεμοτήτων των, διά να αποφευχθή η επιβολή κυρώσεων. Κατά την ανακοίνωσιν, το μέτρον ελήφθη κατόπιν αιτημάτων των οικείων οργανώσεων και εις τα πλαίσια της ομαλής λειτουργίας της αγοράς. Επίσης ορίζεται ότι αι σχετικαί πράξεις θα ισχύουν από της δημοσιεύσεως της αποφάσεως εις την Εφημερίδα της Κυβερνήσεως.: [784, 1201, 1055, 1284]
- headline-kypraios: ΑΙ ΣΥΝΕΡΓΑΣΙΑΙ ΤΟΥ κ. ΚΥΠΡΑΙΟΥ: [612, 1250, 761, 1261]
- commodities-exchange-title: Τό χρηματιστήριον τών έμπορευμάτων: [5, 645, 196, 682]
- table-title: ΔΑΝΕΙΩΝ ΕΙΣ ΔΡΑΧΜΑΣ: [49, 229, 162, 238]
- row-value: 1.533,00: [341, 395, 375, 403]
- table-row: [216, 580, 375, 589]
- commodities-table: [216, 192, 375, 313]
- row-name: Φράγκον Γαλλίας: [216, 453, 279, 462]
- article-body: ΑΘΗΝΑΙ, 7. — Υπό του υπουργείου εγένετο γνωστόν ότι παρατείνεται η προθεσμία υποβολής των σχετικών στοιχείων και δηλώσεων, συμφώνως προς τας διατάξεις του νόμου, μέχρι της 20ής Μαρτίου 1974. Αι επιχειρήσεις και οι ενδιαφερόμενοι καλούνται να προσέλθουν εις τας αρμοδίας υπηρεσίας προς τακτοποίησιν των εκκρεμοτήτων των, διά να αποφευχθή η επιβολή κυρώσεων. Κατά την ανακοίνωσιν, το μέτρον ελήφθη κατόπιν αιτημάτων των οικείων οργανώσεων και εις τα πλαίσια της ομαλής λειτουργίας της αγοράς. Επίσης ορίζεται ότι αι σχετικαί πράξεις θα ισχύουν από της δημοσιεύσεως της αποφάσεως εις την Εφημερίδα της Κυβερνήσεως.: [598, 1705, 774, 1831]
- table-row: [5, 289, 206, 298]
- row-name: Όλυμπος: [5, 564, 35, 572]
- row-name: Όσλο: [216, 632, 233, 641]
- row-name: Βαμβάκι: [216, 244, 246, 252]
- row-name: Λευκώματα: [5, 539, 43, 546]
- table-row: [5, 395, 206, 404]
- table-row: [216, 554, 375, 563]
- article-body: ΑΘΗΝΑΙ, 7. — Υπό του υπουργείου εγένετο γνωστόν ότι παρατείνεται η προθεσμία υποβολής των σχετικών στοιχείων και δηλώσεων, συμφώνως προς τας διατάξεις του νόμου, μέχρι της 20ής Μαρτίου 1974. Αι επιχειρήσεις και οι ενδιαφερόμενοι καλούνται να προσέλθουν εις τας αρμοδίας υπηρεσίας προς τακτοποίησιν των εκκρεμοτήτων των, διά να αποφευχθή η επιβολή κυρώσεων. Κατά την ανακοίνωσιν, το μέτρον ελήφθη κατόπιν αιτημάτων των οικείων οργανώσεων και εις τα πλαίσια της ομαλής λειτουργίας της αγοράς. Επίσης ορίζεται ότι αι σχετικαί πράξεις θα ισχύουν από της δημοσιεύσεως της αποφάσεως εις την Εφημερίδα της Κυβερνήσεως.: [784, 331, 1055, 415]
- row-name: Ξυλεία: [216, 235, 241, 244]
- row-name: Χαλκός: [216, 270, 241, 278]
- table-row: [216, 287, 375, 295]
- row-value: 620: [362, 227, 375, 235]
- row-value: 0,504: [317, 658, 338, 666]
- headline-refugees: ΠΑΡΕΣΧΕΘΗΣΑΝ ΟΔΗΓΙΑΙ ΕΠΙ ΤΗΣ ΕΦΑΡΜΟΓΗΣ ΤΩΝ ΤΡΟΠΟΠΟΙΗΘΕΙΣΩΝ ΔΙΑΤΑΞΕΩΝ ΠΕΡΙ ΑΠΟΚΑΤΑΣΤΑΣΕΩΣ ΑΣΤΩΝ ΠΡΟΣΦΥΓΩΝ: [389, 15, 585, 102]
- row-value: 6,16: [321, 453, 338, 462]
- table-row: [5, 240, 206, 248]
- row-value-2: 367,01: [350, 328, 375, 336]
- article-body: ΑΘΗΝΑΙ, 7. — Υπό του υπουργείου εγένετο γνωστόν ότι παρατείνεται η προθεσμία υποβολής των σχετικών στοιχείων και δηλώσεων, συμφώνως προς τας διατάξεις του νόμου, μέχρι της 20ής Μαρτίου 1974. Αι επιχειρήσεις και οι ενδιαφερόμενοι καλούνται να προσέλθουν εις τας αρμοδίας υπηρεσίας προς τακτοποίησιν των εκκρεμοτήτων των, διά να αποφευχθή η επιβολή κυρώσεων. Κατά την ανακοίνωσιν, το μέτρον ελήφθη κατόπιν αιτημάτων των οικείων οργανώσεων και εις τα πλαίσια της ομαλής λειτουργίας της αγοράς. Επίσης ορίζεται ότι αι σχετικαί πράξεις θα ισχύουν από της δημοσιεύσεως της αποφάσεως εις την Εφημερίδα της Κυβερνήσεως.: [384, 215, 590, 323]
- row-value: 1.370,00: [341, 378, 375, 386]
- closing-date: Κλείσιμον τής 7ης Μαρτίου 1974: [14, 162, 206, 175]
- table-row: [5, 607, 206, 616]
- article-body: ΑΘΗΝΑΙ, 7. — Υπό του υπουργείου εγένετο γνωστόν ότι παρατείνεται η προθεσμία υποβολής των σχετικών στοιχείων και δηλώσεων, συμφώνως προς τας διατάξεις του νόμου, μέχρι της 20ής Μαρτίου 1974. Αι επιχειρήσεις και οι ενδιαφερόμενοι καλούνται να προσέλθουν εις τας αρμοδίας υπηρεσίας προς τακτοποίησιν των εκκρεμοτήτων των, διά να αποφευχθή η επιβολή κυρώσεων. Κατά την ανακοίνωσιν, το μέτρον ελήφθη κατόπιν αιτημάτων των οικείων οργανώσεων και εις τα πλαίσια της ομαλής λειτουργίας της αγοράς. Επίσης ορίζεται ότι αι σχετικαί πράξεις θα ισχύουν από της δημοσιεύσεως της αποφάσεως εις την Εφημερίδα της Κυβερνήσεως.: [216, 694, 375, 836]
- table-row: [5, 387, 206, 395]
- row-value: 0,0440: [313, 522, 338, 531]
- table-row: [216, 354, 375, 362]
- row-value-2: 626,25: [350, 345, 375, 354]
- table-row: [5, 547, 206, 556]
- row-name: 1959: [5, 240, 23, 248]
- row-name: Λουδοβίκειο: [216, 378, 262, 386]
- headline-another-death: ΚΑΙ ΑΛΛΗ ΝΕΚΡΗ: [881, 1291, 957, 1302]
- row-value: 634,25: [313, 354, 338, 362]
- table-row: [5, 590, 206, 599]
- row-name: Κοπεγχάγη: [216, 623, 254, 632]
- headline-skiadopoulos: Ο κ. ΣΚΙΑΔΟΠΟΥΛΟΣ ΕΚΗΡΥΞΕ ΤΗΝ ΕΝΑΡΞΙΝ ΤΟΥ ΣΥΝΕΔΡΙΟΥ ΝΑΥΤΙΛΙΑΚΩΝ ΔΙΕΥΘΥΝΤΩΝ: [785, 927, 1053, 972]
- row-value-2: 0,0451: [350, 522, 375, 531]
- row-value: 2.575: [185, 441, 206, 449]
- row-name: Λιρέτα Ιταλίας: [216, 522, 275, 531]
- table-row: [5, 352, 206, 361]
- row-value: 649: [362, 270, 375, 278]
- table-row: [216, 427, 375, 436]
- row-value: 659,87: [313, 345, 338, 354]
- table-row: [5, 487, 206, 495]
- row-name: Φραγκφούρτη: [216, 589, 262, 597]
- table-row: [216, 201, 375, 209]
- headline-bank-president: Ο ΝΕΟΣ ΠΡΟΕΔΡΟΣ ΤΗΣ ΓΕΝΙΚΗΣ ΤΡΑΠΕΖΗΣ: [612, 1394, 761, 1415]
- headline-hoteliers: ΤΑ ΑΤΗΜΑΤΑ ΤΩΝ ΞΕΝΟΔΟΧΩΝ: [227, 2249, 364, 2260]
- row-value: 259: [362, 261, 375, 270]
- row-value: 29,85: [317, 436, 338, 444]
- row-name: Έθνική: [5, 361, 30, 369]
- row-value: 1.200: [185, 450, 206, 458]
- article-body: ΑΘΗΝΑΙ, 7. — Υπό του υπουργείου εγένετο γνωστόν ότι παρατείνεται η προθεσμία υποβολής των σχετικών στοιχείων και δηλώσεων, συμφώνως προς τας διατάξεις του νόμου, μέχρι της 20ής Μαρτίου 1974. Αι επιχειρήσεις και οι ενδιαφερόμενοι καλούνται να προσέλθουν εις τας αρμοδίας υπηρεσίας προς τακτοποίησιν των εκκρεμοτήτων των, διά να αποφευχθή η επιβολή κυρώσεων. Κατά την ανακοίνωσιν, το μέτρον ελήφθη κατόπιν αιτημάτων των οικείων οργανώσεων και εις τα πλαίσια της ομαλής λειτουργίας της αγοράς. Επίσης ορίζεται ότι αι σχετικαί πράξεις θα ισχύουν από της δημοσιεύσεως της αποφάσεως εις την Εφημερίδα της Κυβερνήσεως.: [216, 1046, 375, 1188]
- table-title: ΜΕΤΟΧΑΙ ΤΡΑΠΕΖΩΝ: [56, 335, 156, 344]
- headline-burns: ΥΠΕΣΤΗ ΕΓΚΑΥΜΑΤΑ ΥΠΟ ΖΕΟΝΤΟΣ ΥΔΑΤΟΣ: [607, 1837, 766, 1857]
- table-row: [216, 513, 375, 522]
- headline-traffic-accidents: ΔΥΟ ΘΑΝΑΤΟΙ ΚΑΙ ΟΚΤΩ ΤΡΑΥΜΑΤΙΣΜΟΙ ΣΥΝΕΠΕΙΑ ΤΩΝ ΤΡΟΧΑΙΩΝ ΔΥΣΤΥΧΗΜΑΤΩΝ: [787, 1155, 1051, 1199]
- table-row: [5, 378, 206, 387]
- article-body: ΑΘΗΝΑΙ, 7. — Υπό του υπουργείου εγένετο γνωστόν ότι παρατείνεται η προθεσμία υποβολής των σχετικών στοιχείων και δηλώσεων, συμφώνως προς τας διατάξεις του νόμου, μέχρι της 20ής Μαρτίου 1974. Αι επιχειρήσεις και οι ενδιαφερόμενοι καλούνται να προσέλθουν εις τας αρμοδίας υπηρεσίας προς τακτοποίησιν των εκκρεμοτήτων των, διά να αποφευχθή η επιβολή κυρώσεων. Κατά την ανακοίνωσιν, το μέτρον ελήφθη κατόπιν αιτημάτων των οικείων οργανώσεων και εις τα πλαίσια της ομαλής λειτουργίας της αγοράς. Επίσης ορίζεται ότι αι σχετικαί πράξεις θα ισχύουν από της δημοσιεύσεως της αποφάσεως εις την Εφημερίδα της Κυβερνήσεως.: [384, 2197, 590, 2306]
- table-row: [216, 345, 375, 354]
- row-value-2: 30,50: [185, 240, 206, 248]
- table-row: [5, 530, 206, 539]
- table-row: [216, 546, 375, 554]
- row-value-2: 10,936: [350, 606, 375, 615]
- row-value: 1.120: [185, 521, 206, 529]
- article-body: ΑΘΗΝΑΙ, 7. — Υπό του υπουργείου εγένετο γνωστόν ότι παρατείνεται η προθεσμία υποβολής των σχετικών στοιχείων και δηλώσεων, συμφώνως προς τας διατάξεις του νόμου, μέχρι της 20ής Μαρτίου 1974. Αι επιχειρήσεις και οι ενδιαφερόμενοι καλούνται να προσέλθουν εις τας αρμοδίας υπηρεσίας προς τακτοποίησιν των εκκρεμοτήτων των, διά να αποφευχθή η επιβολή κυρώσεων. Κατά την ανακοίνωσιν, το μέτρον ελήφθη κατόπιν αιτημάτων των οικείων οργανώσεων και εις τα πλαίσια της ομαλής λειτουργίας της αγοράς. Επίσης ορίζεται ότι αι σχετικαί πράξεις θα ισχύουν από της δημοσιεύσεως της αποφάσεως εις την Εφημερίδα της Κυβερνήσεως.: [216, 1398, 375, 1539]
- article-body: ΑΘΗΝΑΙ, 7. — Υπό του υπουργείου εγένετο γνωστόν ότι παρατείνεται η προθεσμία υποβολής των σχετικών στοιχείων και δηλώσεων, συμφώνως προς τας διατάξεις του νόμου, μέχρι της 20ής Μαρτίου 1974. Αι επιχειρήσεις και οι ενδιαφερόμενοι καλούνται να προσέλθουν εις τας αρμοδίας υπηρεσίας προς τακτοποίησιν των εκκρεμοτήτων των, διά να αποφευχθή η επιβολή κυρώσεων. Κατά την ανακοίνωσιν, το μέτρον ελήφθη κατόπιν αιτημάτων των οικείων οργανώσεων και εις τα πλαίσια της ομαλής λειτουργίας της αγοράς. Επίσης ορίζεται ότι αι σχετικαί πράξεις θα ισχύουν από της δημοσιεύσεως της αποφάσεως εις την Εφημερίδα της Κυβερνήσεως.: [784, 590, 1055, 674]
- table-title: ΑΜΟΙΒΑΙΑ ΚΕΦΑΛΑΙΑ: [244, 317, 347, 327]
- column-4: [598, 9, 774, 1985]
- table-row: [5, 199, 206, 207]
- row-value: 760: [362, 235, 375, 244]
- table-row: [5, 564, 206, 573]
- table-row: [216, 244, 375, 252]
- row-value-2: 0,762: [354, 580, 375, 589]
- table-row: [5, 599, 206, 607]
- table-row: [5, 616, 206, 625]
- row-name: Λαδόπουλος: [5, 530, 48, 538]
- row-name: Μακεδονίας: [5, 404, 48, 412]
- article-body: ΑΘΗΝΑΙ, 7. — Υπό του υπουργείου εγένετο γνωστόν ότι παρατείνεται η προθεσμία υποβολής των σχετικών στοιχείων και δηλώσεων, συμφώνως προς τας διατάξεις του νόμου, μέχρι της 20ής Μαρτίου 1974. Αι επιχειρήσεις και οι ενδιαφερόμενοι καλούνται να προσέλθουν εις τας αρμοδίας υπηρεσίας προς τακτοποίησιν των εκκρεμοτήτων των, διά να αποφευχθή η επιβολή κυρώσεων. Κατά την ανακοίνωσιν, το μέτρον ελήφθη κατόπιν αιτημάτων των οικείων οργανώσεων και εις τα πλαίσια της ομαλής λειτουργίας της αγοράς. Επίσης ορίζεται ότι αι σχετικαί πράξεις θα ισχύουν από της δημοσιεύσεως της αποφάσεως εις την Εφημερίδα της Κυβερνήσεως.: [216, 48, 375, 190]
- continued-label: ΣΥΝΕΧΕΙΑ ΕΚ ΤΗΣ 1ΗΣ ΣΕΛ.: [56, 967, 155, 976]
- dei-table: [5, 289, 206, 324]
- row-value: 1.450: [185, 590, 206, 598]
- table-row: [5, 513, 206, 521]
- row-name: Παπαστράτος: [5, 573, 52, 581]
- article-body: ΑΘΗΝΑΙ, 7. — Υπό του υπουργείου εγένετο γνωστόν ότι παρατείνεται η προθεσμία υποβολής των σχετικών στοιχείων και δηλώσεων, συμφώνως προς τας διατάξεις του νόμου, μέχρι της 20ής Μαρτίου 1974. Αι επιχειρήσεις και οι ενδιαφερόμενοι καλούνται να προσέλθουν εις τας αρμοδίας υπηρεσίας προς τακτοποίησιν των εκκρεμοτήτων των, διά να αποφευχθή η επιβολή κυρώσεων. Κατά την ανακοίνωσιν, το μέτρον ελήφθη κατόπιν αιτημάτων των οικείων οργανώσεων και εις τα πλαίσια της ομαλής λειτουργίας της αγοράς. Επίσης ορίζεται ότι αι σχετικαί πράξεις θα ισχύουν από της δημοσιεύσεως της αποφάσεως εις την Εφημερίδα της Κυβερνήσεως.: [384, 1080, 590, 1188]
- article-body: ΑΘΗΝΑΙ, 7. — Υπό του υπουργείου εγένετο γνωστόν ότι παρατείνεται η προθεσμία υποβολής των σχετικών στοιχείων και δηλώσεων, συμφώνως προς τας διατάξεις του νόμου, μέχρι της 20ής Μαρτίου 1974. Αι επιχειρήσεις και οι ενδιαφερόμενοι καλούνται να προσέλθουν εις τας αρμοδίας υπηρεσίας προς τακτοποίησιν των εκκρεμοτήτων των, διά να αποφευχθή η επιβολή κυρώσεων. Κατά την ανακοίνωσιν, το μέτρον ελήφθη κατόπιν αιτημάτων των οικείων οργανώσεων και εις τα πλαίσια της ομαλής λειτουργίας της αγοράς. Επίσης ορίζεται ότι αι σχετικαί πράξεις θα ισχύουν από της δημοσιεύσεως της αποφάσεως εις την Εφημερίδα της Κυβερνήσεως.: [5, 794, 206, 902]
- row-name: Φοίνιξ: [5, 450, 30, 458]
- row-name: Τιμή διαθέσεως: [216, 345, 275, 354]
